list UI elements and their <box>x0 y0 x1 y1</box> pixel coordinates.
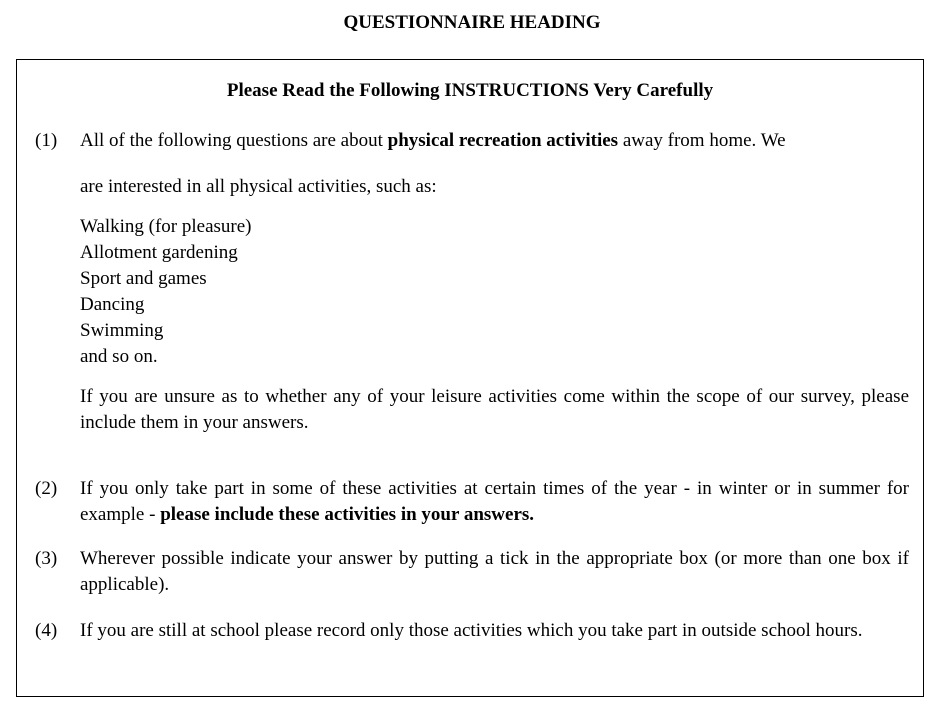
item-1-line-1 <box>80 128 909 154</box>
item-2-text <box>80 476 909 528</box>
instruction-item-2 <box>35 476 909 528</box>
item-1-text-post: away from home. We <box>618 130 786 151</box>
item-number: (4) <box>35 620 58 641</box>
activity-sport: Sport and games <box>80 268 207 289</box>
item-number: (1) <box>35 130 58 151</box>
activity-allotment: Allotment gardening <box>80 242 238 263</box>
item-1-line-2: are interested in all physical activities, such as: <box>80 176 437 197</box>
activity-dancing: Dancing <box>80 294 145 315</box>
activity-list <box>80 214 909 370</box>
item-2-text-bold: please include these activities in your answers. <box>160 504 535 525</box>
item-2-text-plain: If you only take part in some of these activities at certain times of the year - in winter or in summer for example - <box>80 478 909 525</box>
instructions-title: Please Read the Following INSTRUCTIONS Very Carefully <box>226 80 714 101</box>
activity-and-so-on: and so on. <box>80 346 158 367</box>
item-number: (3) <box>35 548 58 569</box>
instruction-item-3 <box>35 546 909 598</box>
instructions-box <box>16 59 924 697</box>
item-1-note: If you are unsure as to whether any of your leisure activities come within the scope of our survey, please include them in your answers. <box>80 386 909 433</box>
activity-walking: Walking (for pleasure) <box>80 216 252 237</box>
instruction-item-1 <box>35 128 909 436</box>
page-heading: QUESTIONNAIRE HEADING <box>343 12 601 33</box>
item-4-text: If you are still at school please record only those activities which you take part in outside school hours. <box>80 620 863 641</box>
item-1-text-pre: All of the following questions are about <box>80 130 388 151</box>
item-number: (2) <box>35 478 58 499</box>
instruction-item-4 <box>35 618 909 644</box>
activity-swimming: Swimming <box>80 320 164 341</box>
item-1-text-bold: physical recreation activities <box>387 130 619 151</box>
item-3-text: Wherever possible indicate your answer by putting a tick in the appropriate box (or more than one box if applicable). <box>80 548 909 595</box>
